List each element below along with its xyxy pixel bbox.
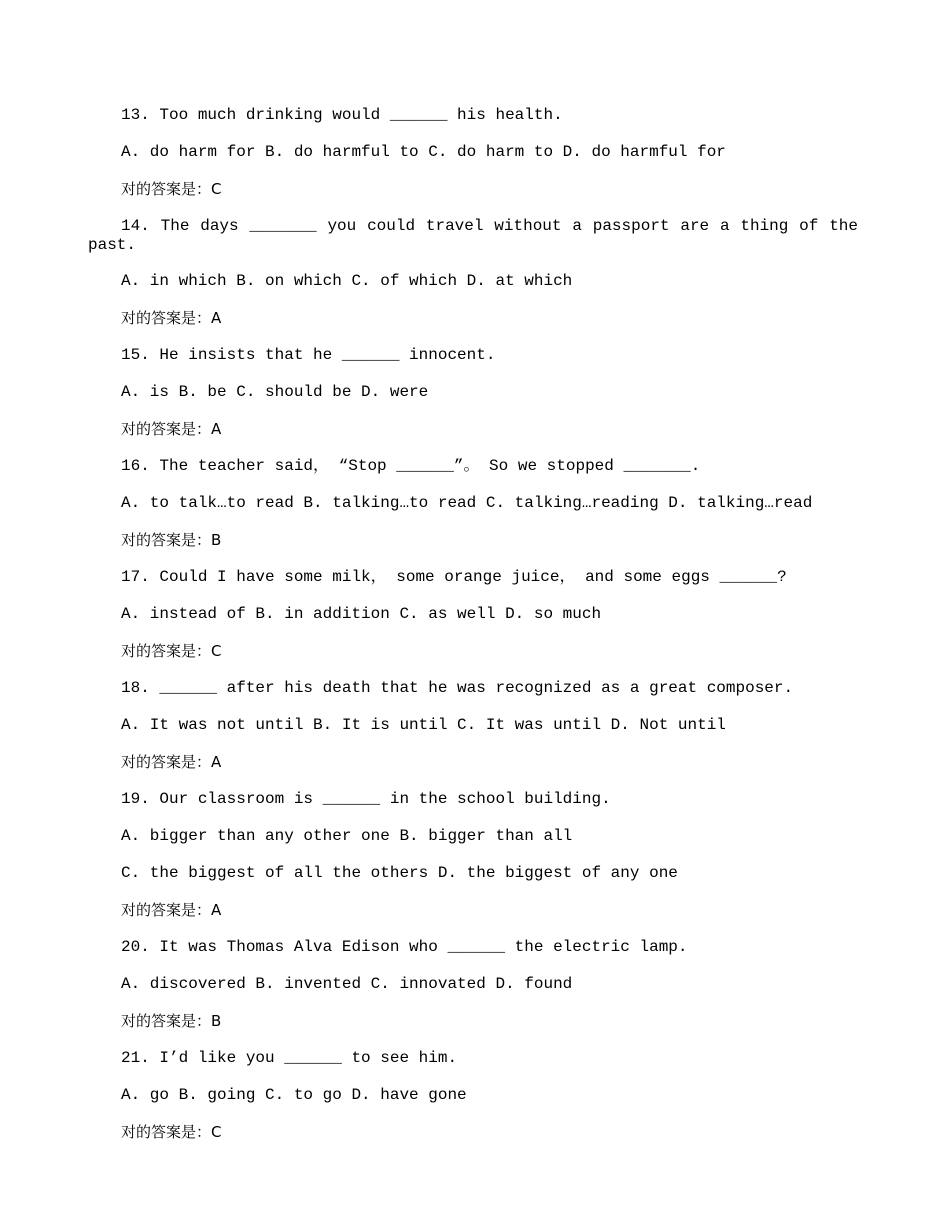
question-13-options: A. do harm for B. do harmful to C. do harm to D. do harmful for: [121, 143, 726, 161]
question-17-stem: 17. Could I have some milk， some orange juice， and some eggs ______?: [121, 568, 787, 586]
question-14-stem: 14. The days _______ you could travel without a passport are a thing of the past.: [88, 217, 858, 254]
question-15-answer: 对的答案是：A: [121, 420, 222, 438]
question-16-answer: 对的答案是：B: [121, 531, 222, 549]
question-20-options: A. discovered B. invented C. innovated D. found: [121, 975, 573, 993]
question-16-options: A. to talk…to read B. talking…to read C. talking…reading D. talking…read: [121, 494, 813, 512]
question-18-stem: 18. ______ after his death that he was recognized as a great composer.: [121, 679, 794, 697]
question-20-stem: 20. It was Thomas Alva Edison who ______ the electric lamp.: [121, 938, 688, 956]
question-18-answer: 对的答案是：A: [121, 753, 222, 771]
question-13-stem: 13. Too much drinking would ______ his health.: [121, 106, 563, 124]
question-15-options: A. is B. be C. should be D. were: [121, 383, 429, 401]
question-14-answer: 对的答案是：A: [121, 309, 222, 327]
question-14-options: A. in which B. on which C. of which D. at which: [121, 272, 573, 290]
question-19-options-line-1: A. bigger than any other one B. bigger than all: [121, 827, 573, 845]
question-16-stem: 16. The teacher said， “Stop ______”。 So we stopped _______.: [121, 457, 701, 475]
question-21-answer: 对的答案是：C: [121, 1123, 222, 1141]
question-17-options: A. instead of B. in addition C. as well D. so much: [121, 605, 602, 623]
question-15-stem: 15. He insists that he ______ innocent.: [121, 346, 496, 364]
question-19-options-line-2: C. the biggest of all the others D. the biggest of any one: [121, 864, 678, 882]
question-19-answer: 对的答案是：A: [121, 901, 222, 919]
question-18-options: A. It was not until B. It is until C. It was until D. Not until: [121, 716, 726, 734]
question-13-answer: 对的答案是：C: [121, 180, 222, 198]
question-20-answer: 对的答案是：B: [121, 1012, 222, 1030]
question-19-stem: 19. Our classroom is ______ in the school building.: [121, 790, 611, 808]
question-21-options: A. go B. going C. to go D. have gone: [121, 1086, 467, 1104]
question-21-stem: 21. I’d like you ______ to see him.: [121, 1049, 458, 1067]
question-17-answer: 对的答案是：C: [121, 642, 222, 660]
